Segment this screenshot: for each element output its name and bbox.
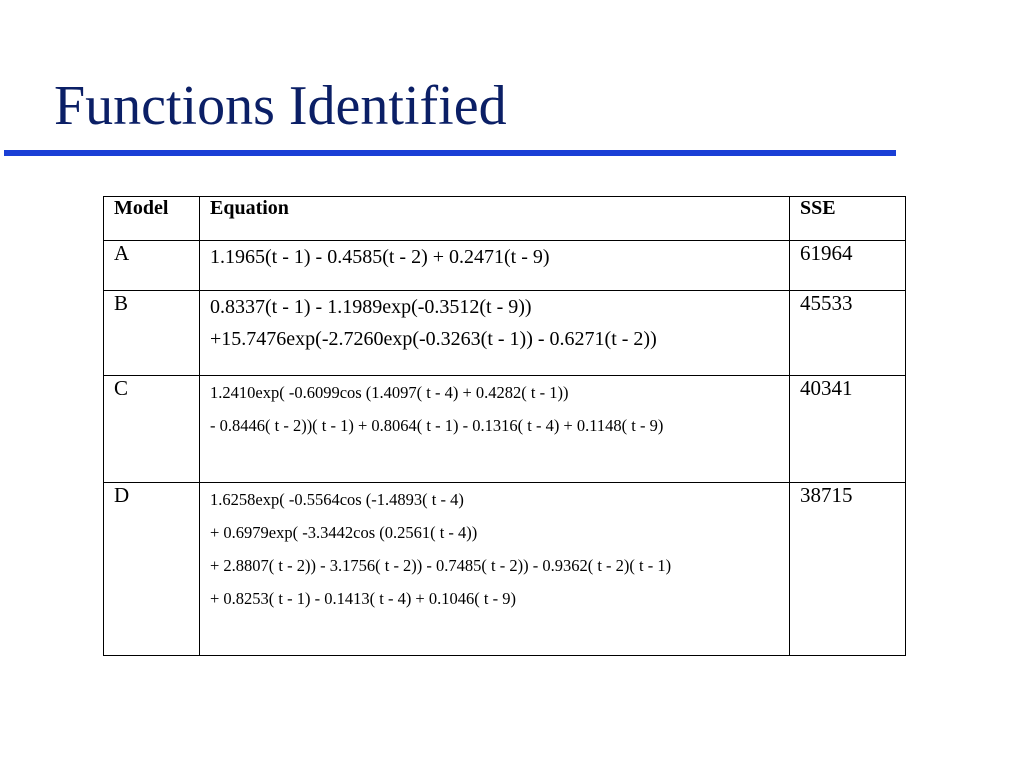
equation-line: 1.1965(t - 1) - 0.4585(t - 2) + 0.2471(t - 9) — [210, 246, 550, 268]
model-label: B — [104, 291, 200, 376]
slide-title: Functions Identified — [54, 75, 507, 137]
equation-line: + 0.6979exp( -3.3442cos (0.2561( t - 4)) — [210, 523, 478, 542]
model-label: A — [104, 241, 200, 291]
equation-line: + 0.8253( t - 1) - 0.1413( t - 4) + 0.1046( t - 9) — [210, 589, 516, 608]
equation-cell — [200, 483, 790, 656]
table-row — [104, 483, 906, 656]
table-row — [104, 376, 906, 483]
equation-cell — [200, 241, 790, 291]
header-equation: Equation — [200, 197, 790, 241]
models-table — [103, 196, 906, 656]
equation-cell — [200, 376, 790, 483]
equation-line: - 0.8446( t - 2))( t - 1) + 0.8064( t - 1) - 0.1316( t - 4) + 0.1148( t - 9) — [210, 416, 664, 435]
equation-line: 1.6258exp( -0.5564cos (-1.4893( t - 4) — [210, 490, 464, 509]
table-header-row — [104, 197, 906, 241]
header-model: Model — [104, 197, 200, 241]
sse-value: 40341 — [790, 376, 906, 483]
sse-value: 61964 — [790, 241, 906, 291]
equation-cell — [200, 291, 790, 376]
title-underline — [4, 150, 896, 156]
sse-value: 45533 — [790, 291, 906, 376]
sse-value: 38715 — [790, 483, 906, 656]
model-label: C — [104, 376, 200, 483]
table-row — [104, 291, 906, 376]
equation-line: +15.7476exp(-2.7260exp(-0.3263(t - 1)) - 0.6271(t - 2)) — [210, 328, 657, 350]
model-label: D — [104, 483, 200, 656]
equation-line: + 2.8807( t - 2)) - 3.1756( t - 2)) - 0.7485( t - 2)) - 0.9362( t - 2)( t - 1) — [210, 556, 672, 575]
table-row — [104, 241, 906, 291]
equation-line: 1.2410exp( -0.6099cos (1.4097( t - 4) + 0.4282( t - 1)) — [210, 383, 569, 402]
equation-line: 0.8337(t - 1) - 1.1989exp(-0.3512(t - 9)) — [210, 296, 532, 318]
header-sse: SSE — [790, 197, 906, 241]
